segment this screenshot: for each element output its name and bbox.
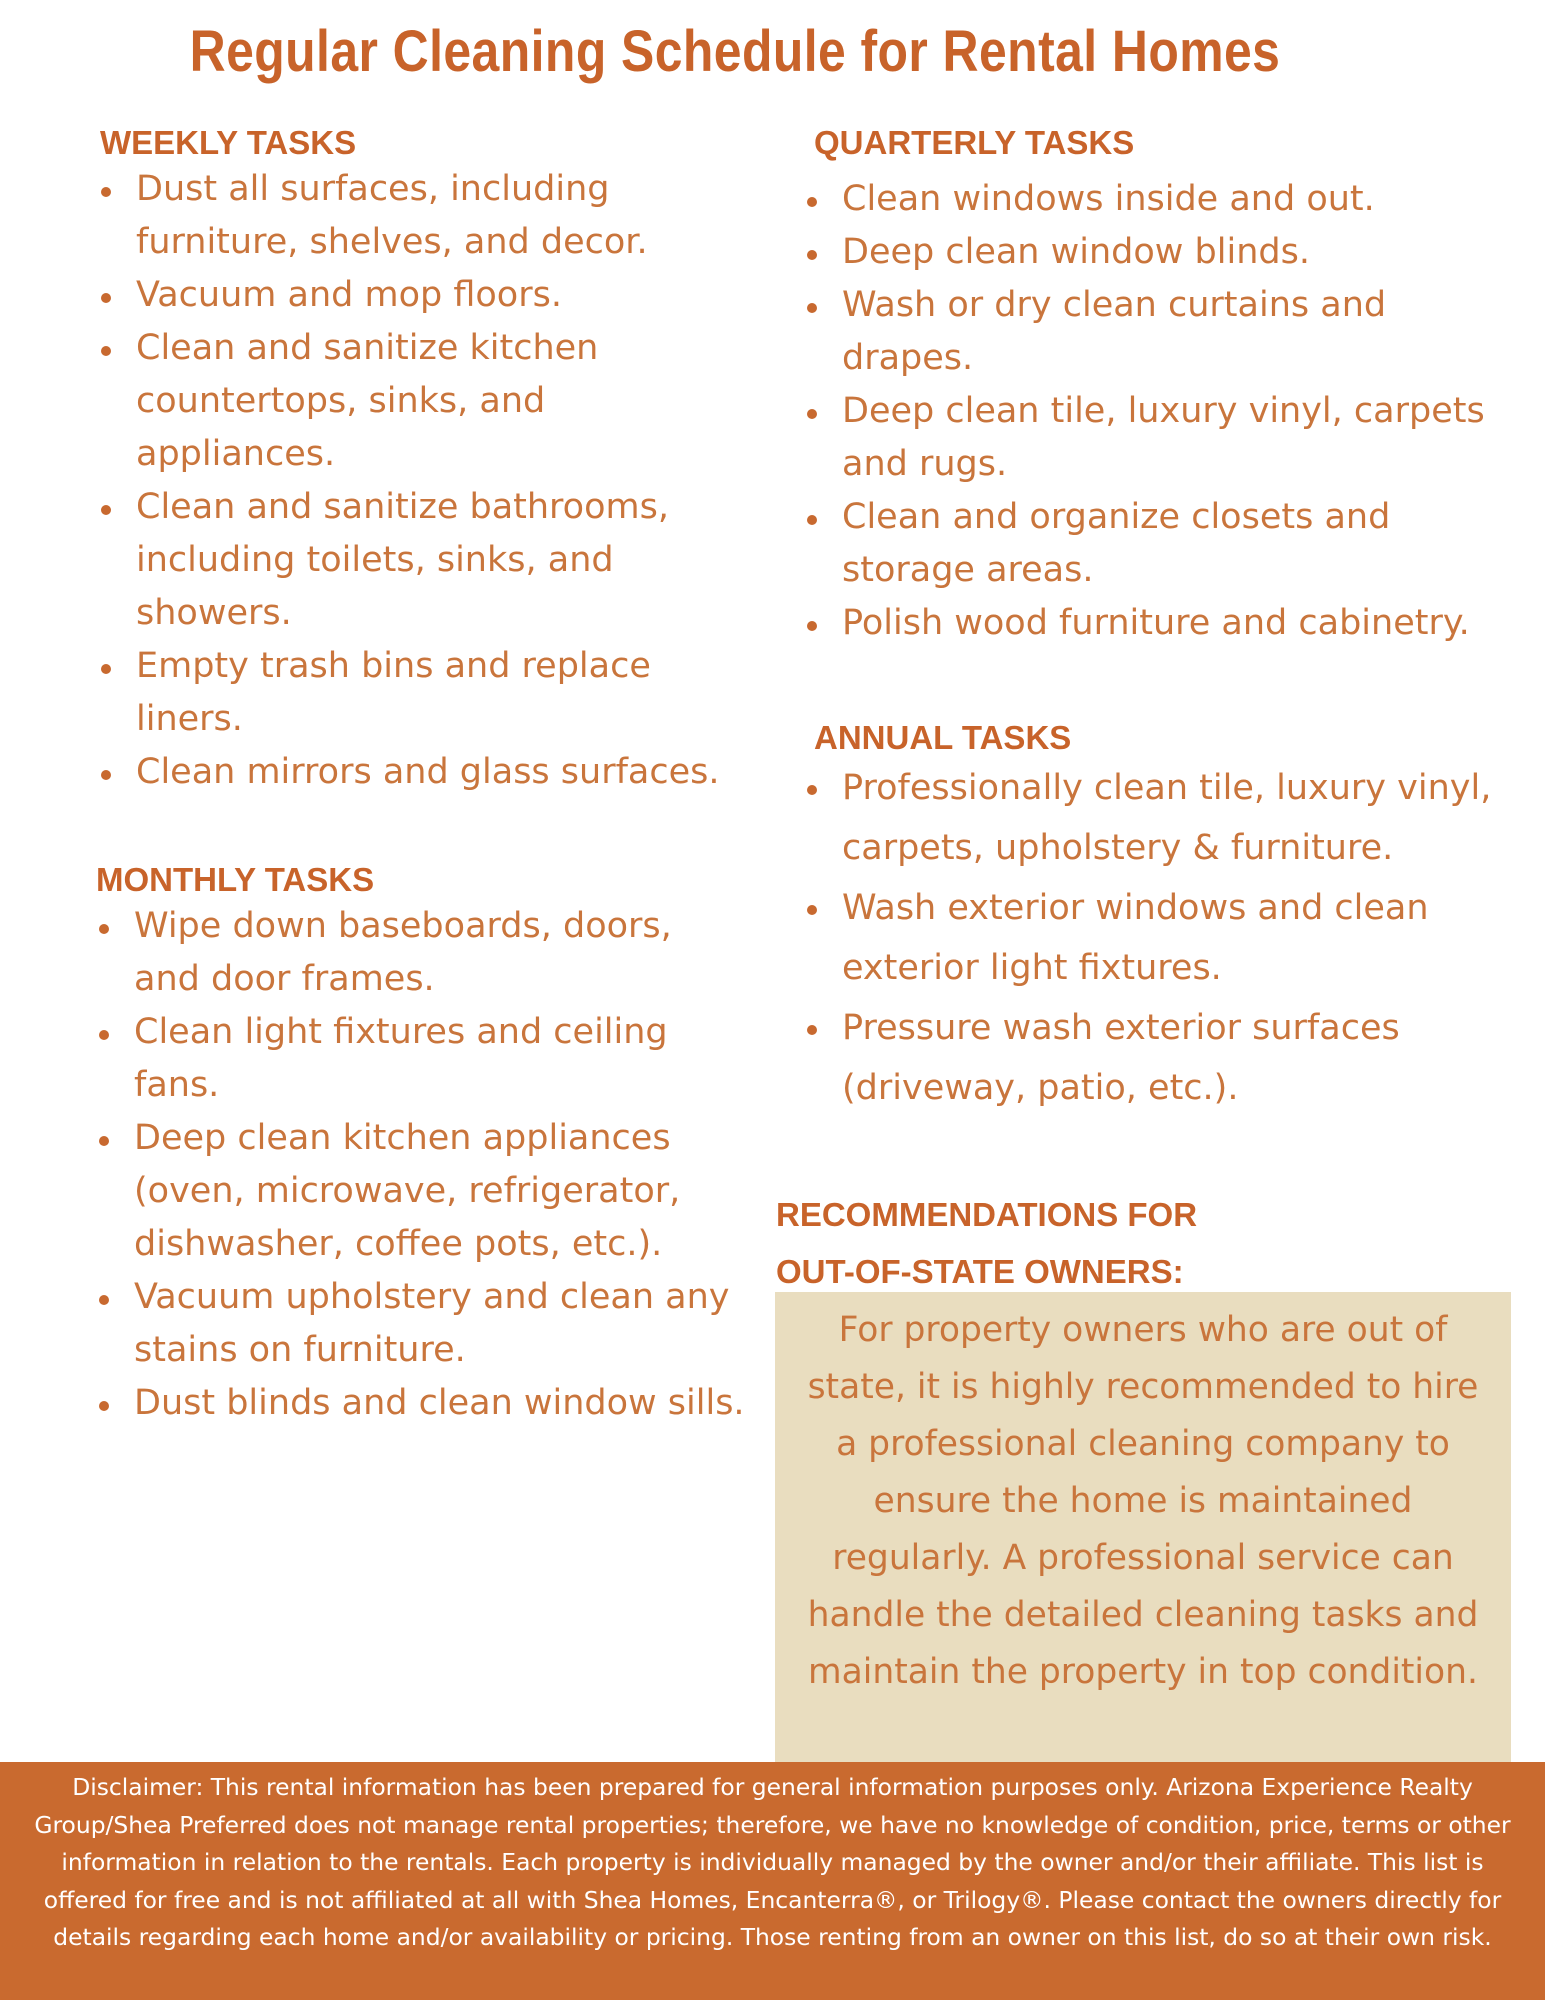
annual-tasks-section <box>804 718 1494 1118</box>
list-item: Deep clean window blinds. <box>804 226 1494 279</box>
monthly-tasks-section <box>96 860 746 1430</box>
page-title: Regular Cleaning Schedule for Rental Homes <box>189 19 1281 84</box>
list-item: Clean mirrors and glass surfaces. <box>98 746 738 799</box>
recommendation-box: For property owners who are out of state, it is highly recommended to hire a professional cleaning company to ensure the home is maintained regularly. A professional service can handle the detailed cleaning tasks and maintain the property in top condition. <box>775 1292 1511 1762</box>
annual-tasks-heading: ANNUAL TASKS <box>814 719 1072 756</box>
list-item: Clean and sanitize bathrooms, including toilets, sinks, and showers. <box>98 481 738 640</box>
list-item: Dust blinds and clean window sills. <box>96 1377 746 1430</box>
list-item: Clean and sanitize kitchen countertops, sinks, and appliances. <box>98 322 738 481</box>
list-item: Professionally clean tile, luxury vinyl, carpets, upholstery & furniture. <box>804 758 1494 878</box>
list-item: Clean windows inside and out. <box>804 173 1494 226</box>
list-item: Dust all surfaces, including furniture, shelves, and decor. <box>98 163 738 269</box>
disclaimer-footer: Disclaimer: This rental information has been prepared for general information purposes only. Arizona Experience Realty Group/Shea Preferred does not manage rental properties; therefore, we have no knowledge of condition, price, terms or other information in relation to the rentals. Each property is individually managed by the owner and/or their affiliate. This list is offered for free and is not affiliated at all with Shea Homes, Encanterra®, or Trilogy®. Please contact the owners directly for details regarding each home and/or availability or pricing. Those renting from an owner on this list, do so at their own risk. <box>0 1762 1545 2000</box>
list-item: Clean and organize closets and storage areas. <box>804 491 1494 597</box>
monthly-tasks-heading: MONTHLY TASKS <box>96 861 375 898</box>
list-item: Pressure wash exterior surfaces (driveway, patio, etc.). <box>804 998 1494 1118</box>
list-item: Wipe down baseboards, doors, and door frames. <box>96 900 746 1006</box>
list-item: Polish wood furniture and cabinetry. <box>804 597 1494 650</box>
quarterly-tasks-heading: QUARTERLY TASKS <box>814 124 1135 161</box>
list-item: Deep clean tile, luxury vinyl, carpets and rugs. <box>804 385 1494 491</box>
list-item: Wash or dry clean curtains and drapes. <box>804 279 1494 385</box>
list-item: Vacuum upholstery and clean any stains on furniture. <box>96 1271 746 1377</box>
quarterly-tasks-list <box>804 173 1494 650</box>
list-item: Vacuum and mop floors. <box>98 269 738 322</box>
weekly-tasks-list <box>98 163 738 799</box>
weekly-tasks-section <box>98 123 738 799</box>
list-item: Empty trash bins and replace liners. <box>98 640 738 746</box>
monthly-tasks-list <box>96 900 746 1430</box>
annual-tasks-list <box>804 758 1494 1118</box>
weekly-tasks-heading: WEEKLY TASKS <box>100 124 357 161</box>
list-item: Deep clean kitchen appliances (oven, microwave, refrigerator, dishwasher, coffee pots, etc.). <box>96 1112 746 1271</box>
list-item: Wash exterior windows and clean exterior light fixtures. <box>804 878 1494 998</box>
recommendations-heading-line1: RECOMMENDATIONS FOR <box>776 1196 1198 1233</box>
recommendations-section <box>776 1186 1516 1300</box>
recommendations-heading <box>776 1186 1516 1300</box>
quarterly-tasks-section <box>804 123 1494 650</box>
list-item: Clean light fixtures and ceiling fans. <box>96 1006 746 1112</box>
recommendations-heading-line2: OUT-OF-STATE OWNERS: <box>776 1253 1184 1290</box>
